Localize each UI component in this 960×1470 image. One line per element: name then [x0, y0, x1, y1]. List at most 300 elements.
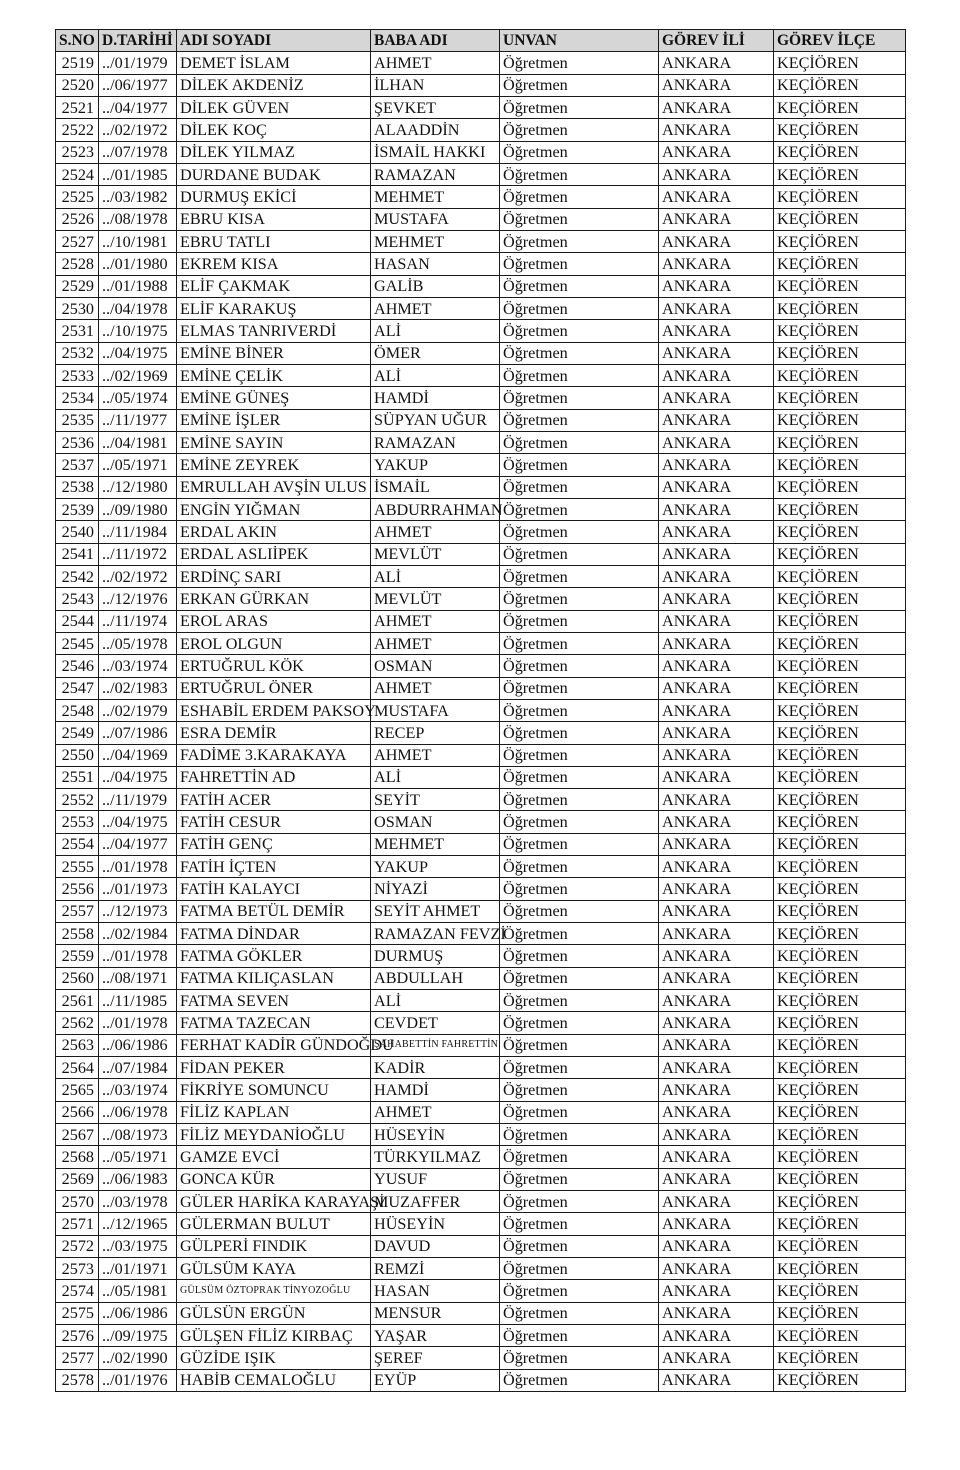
- cell-birth-date: ../06/1977: [99, 74, 177, 96]
- cell-district: KEÇİÖREN: [774, 454, 906, 476]
- cell-father-name: ŞEVKET: [371, 96, 500, 118]
- cell-name: GONCA KÜR: [177, 1168, 371, 1190]
- cell-title: Öğretmen: [500, 1101, 659, 1123]
- cell-province: ANKARA: [659, 677, 774, 699]
- cell-title: Öğretmen: [500, 230, 659, 252]
- cell-father-name: ŞEREF: [371, 1347, 500, 1369]
- cell-sno: 2557: [56, 900, 99, 922]
- cell-birth-date: ../10/1981: [99, 230, 177, 252]
- cell-father-name: RAMAZAN: [371, 431, 500, 453]
- cell-name: EBRU TATLI: [177, 230, 371, 252]
- table-row: [56, 498, 906, 520]
- cell-district: KEÇİÖREN: [774, 409, 906, 431]
- cell-name: FİKRİYE SOMUNCU: [177, 1079, 371, 1101]
- cell-sno: 2570: [56, 1191, 99, 1213]
- cell-province: ANKARA: [659, 1146, 774, 1168]
- cell-province: ANKARA: [659, 1034, 774, 1056]
- cell-sno: 2526: [56, 208, 99, 230]
- cell-title: Öğretmen: [500, 297, 659, 319]
- cell-birth-date: ../03/1974: [99, 655, 177, 677]
- cell-sno: 2556: [56, 878, 99, 900]
- cell-father-name: HAMDİ: [371, 1079, 500, 1101]
- cell-sno: 2552: [56, 789, 99, 811]
- cell-birth-date: ../06/1986: [99, 1302, 177, 1324]
- cell-province: ANKARA: [659, 1258, 774, 1280]
- cell-name: FATMA DİNDAR: [177, 923, 371, 945]
- table-row: [56, 431, 906, 453]
- cell-title: Öğretmen: [500, 677, 659, 699]
- cell-birth-date: ../12/1973: [99, 900, 177, 922]
- cell-name: DİLEK GÜVEN: [177, 96, 371, 118]
- cell-birth-date: ../07/1978: [99, 141, 177, 163]
- cell-province: ANKARA: [659, 1012, 774, 1034]
- cell-title: Öğretmen: [500, 610, 659, 632]
- cell-district: KEÇİÖREN: [774, 141, 906, 163]
- cell-name: EMİNE GÜNEŞ: [177, 387, 371, 409]
- cell-birth-date: ../04/1978: [99, 297, 177, 319]
- cell-district: KEÇİÖREN: [774, 342, 906, 364]
- cell-birth-date: ../01/1978: [99, 1012, 177, 1034]
- cell-birth-date: ../09/1980: [99, 498, 177, 520]
- cell-province: ANKARA: [659, 766, 774, 788]
- cell-birth-date: ../05/1978: [99, 632, 177, 654]
- cell-father-name: SÜPYAN UĞUR: [371, 409, 500, 431]
- cell-sno: 2539: [56, 498, 99, 520]
- cell-father-name: ALİ: [371, 766, 500, 788]
- cell-father-name: MEHMET: [371, 230, 500, 252]
- cell-district: KEÇİÖREN: [774, 699, 906, 721]
- cell-sno: 2548: [56, 699, 99, 721]
- cell-sno: 2530: [56, 297, 99, 319]
- cell-province: ANKARA: [659, 1369, 774, 1391]
- cell-province: ANKARA: [659, 275, 774, 297]
- cell-province: ANKARA: [659, 387, 774, 409]
- cell-province: ANKARA: [659, 1347, 774, 1369]
- cell-district: KEÇİÖREN: [774, 1235, 906, 1257]
- cell-district: KEÇİÖREN: [774, 1325, 906, 1347]
- cell-birth-date: ../07/1984: [99, 1057, 177, 1079]
- cell-province: ANKARA: [659, 1213, 774, 1235]
- cell-father-name: İLHAN: [371, 74, 500, 96]
- cell-province: ANKARA: [659, 967, 774, 989]
- header-father-name: BABA ADI: [371, 30, 500, 52]
- cell-father-name: HÜSEYİN: [371, 1124, 500, 1146]
- cell-title: Öğretmen: [500, 275, 659, 297]
- cell-province: ANKARA: [659, 833, 774, 855]
- cell-title: Öğretmen: [500, 543, 659, 565]
- cell-title: Öğretmen: [500, 52, 659, 74]
- cell-birth-date: ../02/1972: [99, 119, 177, 141]
- table-row: [56, 722, 906, 744]
- cell-birth-date: ../06/1983: [99, 1168, 177, 1190]
- cell-province: ANKARA: [659, 945, 774, 967]
- cell-father-name: İSMAİL HAKKI: [371, 141, 500, 163]
- table-header-row: [56, 30, 906, 52]
- cell-name: FİLİZ KAPLAN: [177, 1101, 371, 1123]
- cell-province: ANKARA: [659, 96, 774, 118]
- cell-birth-date: ../01/1979: [99, 52, 177, 74]
- cell-province: ANKARA: [659, 52, 774, 74]
- cell-father-name: HASAN: [371, 253, 500, 275]
- cell-birth-date: ../06/1978: [99, 1101, 177, 1123]
- cell-province: ANKARA: [659, 699, 774, 721]
- cell-father-name: AHMET: [371, 521, 500, 543]
- cell-title: Öğretmen: [500, 163, 659, 185]
- cell-district: KEÇİÖREN: [774, 1347, 906, 1369]
- cell-birth-date: ../03/1978: [99, 1191, 177, 1213]
- cell-birth-date: ../01/1978: [99, 945, 177, 967]
- cell-name: DİLEK YILMAZ: [177, 141, 371, 163]
- cell-title: Öğretmen: [500, 1012, 659, 1034]
- cell-province: ANKARA: [659, 119, 774, 141]
- cell-name: GÜLSÜN ERGÜN: [177, 1302, 371, 1324]
- cell-title: Öğretmen: [500, 900, 659, 922]
- cell-district: KEÇİÖREN: [774, 320, 906, 342]
- cell-province: ANKARA: [659, 923, 774, 945]
- cell-father-name: HÜSEYİN: [371, 1213, 500, 1235]
- table-row: [56, 409, 906, 431]
- cell-name: GÜLSÜM KAYA: [177, 1258, 371, 1280]
- cell-sno: 2560: [56, 967, 99, 989]
- cell-father-name: MEHMET: [371, 833, 500, 855]
- cell-title: Öğretmen: [500, 990, 659, 1012]
- cell-name: FATİH GENÇ: [177, 833, 371, 855]
- cell-father-name: YAKUP: [371, 454, 500, 476]
- cell-province: ANKARA: [659, 655, 774, 677]
- cell-birth-date: ../03/1975: [99, 1235, 177, 1257]
- cell-birth-date: ../02/1972: [99, 565, 177, 587]
- cell-province: ANKARA: [659, 454, 774, 476]
- table-row: [56, 52, 906, 74]
- cell-birth-date: ../01/1978: [99, 856, 177, 878]
- cell-province: ANKARA: [659, 163, 774, 185]
- cell-title: Öğretmen: [500, 342, 659, 364]
- cell-father-name: RAMAZAN FEVZİ: [371, 923, 500, 945]
- cell-province: ANKARA: [659, 610, 774, 632]
- table-row: [56, 789, 906, 811]
- cell-province: ANKARA: [659, 1124, 774, 1146]
- cell-sno: 2519: [56, 52, 99, 74]
- cell-province: ANKARA: [659, 900, 774, 922]
- cell-title: Öğretmen: [500, 565, 659, 587]
- cell-birth-date: ../12/1980: [99, 476, 177, 498]
- cell-sno: 2541: [56, 543, 99, 565]
- cell-name: FATMA SEVEN: [177, 990, 371, 1012]
- table-row: [56, 141, 906, 163]
- table-row: [56, 1012, 906, 1034]
- cell-father-name: TÜRKYILMAZ: [371, 1146, 500, 1168]
- cell-father-name: ŞAHABETTİN FAHRETTİN: [371, 1034, 500, 1056]
- cell-district: KEÇİÖREN: [774, 766, 906, 788]
- cell-name: ERDAL AKIN: [177, 521, 371, 543]
- cell-district: KEÇİÖREN: [774, 878, 906, 900]
- cell-father-name: ALİ: [371, 990, 500, 1012]
- cell-title: Öğretmen: [500, 588, 659, 610]
- cell-title: Öğretmen: [500, 253, 659, 275]
- table-row: [56, 1146, 906, 1168]
- cell-father-name: MENSUR: [371, 1302, 500, 1324]
- cell-district: KEÇİÖREN: [774, 1146, 906, 1168]
- cell-sno: 2546: [56, 655, 99, 677]
- table-row: [56, 699, 906, 721]
- cell-district: KEÇİÖREN: [774, 967, 906, 989]
- cell-father-name: MUSTAFA: [371, 699, 500, 721]
- cell-title: Öğretmen: [500, 811, 659, 833]
- cell-father-name: GALİB: [371, 275, 500, 297]
- cell-district: KEÇİÖREN: [774, 275, 906, 297]
- cell-father-name: ALAADDİN: [371, 119, 500, 141]
- table-row: [56, 387, 906, 409]
- cell-province: ANKARA: [659, 253, 774, 275]
- table-row: [56, 833, 906, 855]
- cell-district: KEÇİÖREN: [774, 744, 906, 766]
- table-row: [56, 856, 906, 878]
- cell-name: FATMA BETÜL DEMİR: [177, 900, 371, 922]
- cell-province: ANKARA: [659, 498, 774, 520]
- cell-province: ANKARA: [659, 1191, 774, 1213]
- table-row: [56, 923, 906, 945]
- cell-title: Öğretmen: [500, 409, 659, 431]
- cell-father-name: HASAN: [371, 1280, 500, 1302]
- cell-district: KEÇİÖREN: [774, 655, 906, 677]
- cell-province: ANKARA: [659, 1235, 774, 1257]
- cell-name: FATİH CESUR: [177, 811, 371, 833]
- cell-district: KEÇİÖREN: [774, 364, 906, 386]
- cell-district: KEÇİÖREN: [774, 498, 906, 520]
- table-row: [56, 275, 906, 297]
- cell-district: KEÇİÖREN: [774, 677, 906, 699]
- cell-district: KEÇİÖREN: [774, 1213, 906, 1235]
- cell-sno: 2543: [56, 588, 99, 610]
- cell-sno: 2555: [56, 856, 99, 878]
- cell-name: HABİB CEMALOĞLU: [177, 1369, 371, 1391]
- cell-birth-date: ../04/1975: [99, 766, 177, 788]
- cell-father-name: AHMET: [371, 610, 500, 632]
- cell-district: KEÇİÖREN: [774, 833, 906, 855]
- cell-sno: 2542: [56, 565, 99, 587]
- table-row: [56, 1034, 906, 1056]
- cell-title: Öğretmen: [500, 1347, 659, 1369]
- cell-sno: 2534: [56, 387, 99, 409]
- cell-province: ANKARA: [659, 1168, 774, 1190]
- table-row: [56, 565, 906, 587]
- cell-province: ANKARA: [659, 1057, 774, 1079]
- cell-province: ANKARA: [659, 878, 774, 900]
- cell-birth-date: ../11/1979: [99, 789, 177, 811]
- cell-father-name: EYÜP: [371, 1369, 500, 1391]
- cell-sno: 2554: [56, 833, 99, 855]
- cell-title: Öğretmen: [500, 1191, 659, 1213]
- cell-father-name: DURMUŞ: [371, 945, 500, 967]
- cell-birth-date: ../02/1969: [99, 364, 177, 386]
- cell-birth-date: ../02/1979: [99, 699, 177, 721]
- cell-birth-date: ../04/1975: [99, 811, 177, 833]
- cell-title: Öğretmen: [500, 208, 659, 230]
- cell-sno: 2565: [56, 1079, 99, 1101]
- table-row: [56, 1325, 906, 1347]
- cell-name: GAMZE EVCİ: [177, 1146, 371, 1168]
- cell-name: ELMAS TANRIVERDİ: [177, 320, 371, 342]
- cell-title: Öğretmen: [500, 141, 659, 163]
- cell-title: Öğretmen: [500, 498, 659, 520]
- cell-sno: 2569: [56, 1168, 99, 1190]
- cell-title: Öğretmen: [500, 119, 659, 141]
- table-row: [56, 297, 906, 319]
- cell-name: EMİNE SAYIN: [177, 431, 371, 453]
- table-row: [56, 766, 906, 788]
- header-province: GÖREV İLİ: [659, 30, 774, 52]
- cell-name: GÜLPERİ FINDIK: [177, 1235, 371, 1257]
- cell-district: KEÇİÖREN: [774, 431, 906, 453]
- cell-sno: 2550: [56, 744, 99, 766]
- cell-province: ANKARA: [659, 744, 774, 766]
- cell-province: ANKARA: [659, 186, 774, 208]
- cell-district: KEÇİÖREN: [774, 1302, 906, 1324]
- cell-district: KEÇİÖREN: [774, 208, 906, 230]
- cell-birth-date: ../05/1971: [99, 1146, 177, 1168]
- cell-name: ELİF ÇAKMAK: [177, 275, 371, 297]
- cell-birth-date: ../10/1975: [99, 320, 177, 342]
- cell-father-name: CEVDET: [371, 1012, 500, 1034]
- cell-sno: 2568: [56, 1146, 99, 1168]
- cell-district: KEÇİÖREN: [774, 632, 906, 654]
- cell-province: ANKARA: [659, 811, 774, 833]
- cell-title: Öğretmen: [500, 923, 659, 945]
- cell-title: Öğretmen: [500, 1213, 659, 1235]
- cell-father-name: MUSTAFA: [371, 208, 500, 230]
- cell-birth-date: ../11/1984: [99, 521, 177, 543]
- cell-district: KEÇİÖREN: [774, 945, 906, 967]
- cell-sno: 2544: [56, 610, 99, 632]
- cell-name: FATİH İÇTEN: [177, 856, 371, 878]
- cell-district: KEÇİÖREN: [774, 96, 906, 118]
- cell-name: GÜLŞEN FİLİZ KIRBAÇ: [177, 1325, 371, 1347]
- cell-province: ANKARA: [659, 1325, 774, 1347]
- cell-province: ANKARA: [659, 588, 774, 610]
- cell-sno: 2566: [56, 1101, 99, 1123]
- cell-birth-date: ../01/1980: [99, 253, 177, 275]
- cell-birth-date: ../03/1982: [99, 186, 177, 208]
- cell-district: KEÇİÖREN: [774, 387, 906, 409]
- cell-father-name: MEVLÜT: [371, 588, 500, 610]
- table-row: [56, 677, 906, 699]
- cell-title: Öğretmen: [500, 655, 659, 677]
- cell-sno: 2578: [56, 1369, 99, 1391]
- table-row: [56, 1191, 906, 1213]
- cell-name: EMİNE ZEYREK: [177, 454, 371, 476]
- cell-name: GÜLERMAN BULUT: [177, 1213, 371, 1235]
- cell-birth-date: ../07/1986: [99, 722, 177, 744]
- cell-district: KEÇİÖREN: [774, 722, 906, 744]
- cell-birth-date: ../04/1975: [99, 342, 177, 364]
- cell-province: ANKARA: [659, 543, 774, 565]
- cell-sno: 2529: [56, 275, 99, 297]
- cell-province: ANKARA: [659, 342, 774, 364]
- cell-birth-date: ../08/1971: [99, 967, 177, 989]
- table-row: [56, 119, 906, 141]
- cell-title: Öğretmen: [500, 632, 659, 654]
- cell-father-name: AHMET: [371, 52, 500, 74]
- cell-name: EBRU KISA: [177, 208, 371, 230]
- cell-sno: 2567: [56, 1124, 99, 1146]
- cell-birth-date: ../01/1971: [99, 1258, 177, 1280]
- cell-title: Öğretmen: [500, 1034, 659, 1056]
- cell-title: Öğretmen: [500, 856, 659, 878]
- header-name: ADI SOYADI: [177, 30, 371, 52]
- cell-province: ANKARA: [659, 1079, 774, 1101]
- cell-name: FİLİZ MEYDANİOĞLU: [177, 1124, 371, 1146]
- cell-title: Öğretmen: [500, 967, 659, 989]
- cell-birth-date: ../05/1971: [99, 454, 177, 476]
- cell-sno: 2577: [56, 1347, 99, 1369]
- cell-father-name: MEVLÜT: [371, 543, 500, 565]
- cell-name: ERKAN GÜRKAN: [177, 588, 371, 610]
- cell-father-name: RAMAZAN: [371, 163, 500, 185]
- cell-name: FATMA KILIÇASLAN: [177, 967, 371, 989]
- cell-father-name: ÖMER: [371, 342, 500, 364]
- cell-sno: 2563: [56, 1034, 99, 1056]
- cell-title: Öğretmen: [500, 74, 659, 96]
- cell-title: Öğretmen: [500, 320, 659, 342]
- cell-name: DEMET İSLAM: [177, 52, 371, 74]
- cell-father-name: NİYAZİ: [371, 878, 500, 900]
- cell-name: DURMUŞ EKİCİ: [177, 186, 371, 208]
- table-row: [56, 476, 906, 498]
- cell-name: GÜLSÜM ÖZTOPRAK TİNYOZOĞLU: [177, 1280, 371, 1302]
- cell-province: ANKARA: [659, 565, 774, 587]
- cell-birth-date: ../04/1977: [99, 833, 177, 855]
- table-row: [56, 878, 906, 900]
- table-row: [56, 588, 906, 610]
- table-row: [56, 1302, 906, 1324]
- cell-district: KEÇİÖREN: [774, 1101, 906, 1123]
- table-row: [56, 230, 906, 252]
- cell-father-name: OSMAN: [371, 655, 500, 677]
- cell-province: ANKARA: [659, 1302, 774, 1324]
- cell-father-name: REMZİ: [371, 1258, 500, 1280]
- table-body: [56, 52, 906, 1392]
- cell-birth-date: ../04/1969: [99, 744, 177, 766]
- cell-district: KEÇİÖREN: [774, 163, 906, 185]
- cell-father-name: DAVUD: [371, 1235, 500, 1257]
- cell-title: Öğretmen: [500, 1079, 659, 1101]
- cell-name: EMİNE ÇELİK: [177, 364, 371, 386]
- cell-province: ANKARA: [659, 74, 774, 96]
- cell-province: ANKARA: [659, 297, 774, 319]
- table-row: [56, 900, 906, 922]
- cell-father-name: OSMAN: [371, 811, 500, 833]
- cell-sno: 2527: [56, 230, 99, 252]
- cell-birth-date: ../11/1977: [99, 409, 177, 431]
- header-title: UNVAN: [500, 30, 659, 52]
- cell-sno: 2533: [56, 364, 99, 386]
- cell-birth-date: ../08/1978: [99, 208, 177, 230]
- cell-district: KEÇİÖREN: [774, 253, 906, 275]
- table-row: [56, 655, 906, 677]
- cell-title: Öğretmen: [500, 1146, 659, 1168]
- cell-province: ANKARA: [659, 230, 774, 252]
- cell-sno: 2562: [56, 1012, 99, 1034]
- header-birth-date: D.TARİHİ: [99, 30, 177, 52]
- cell-province: ANKARA: [659, 141, 774, 163]
- table-row: [56, 521, 906, 543]
- cell-birth-date: ../01/1973: [99, 878, 177, 900]
- cell-title: Öğretmen: [500, 1057, 659, 1079]
- cell-sno: 2561: [56, 990, 99, 1012]
- header-district: GÖREV İLÇE: [774, 30, 906, 52]
- cell-name: FATİH KALAYCI: [177, 878, 371, 900]
- cell-birth-date: ../06/1986: [99, 1034, 177, 1056]
